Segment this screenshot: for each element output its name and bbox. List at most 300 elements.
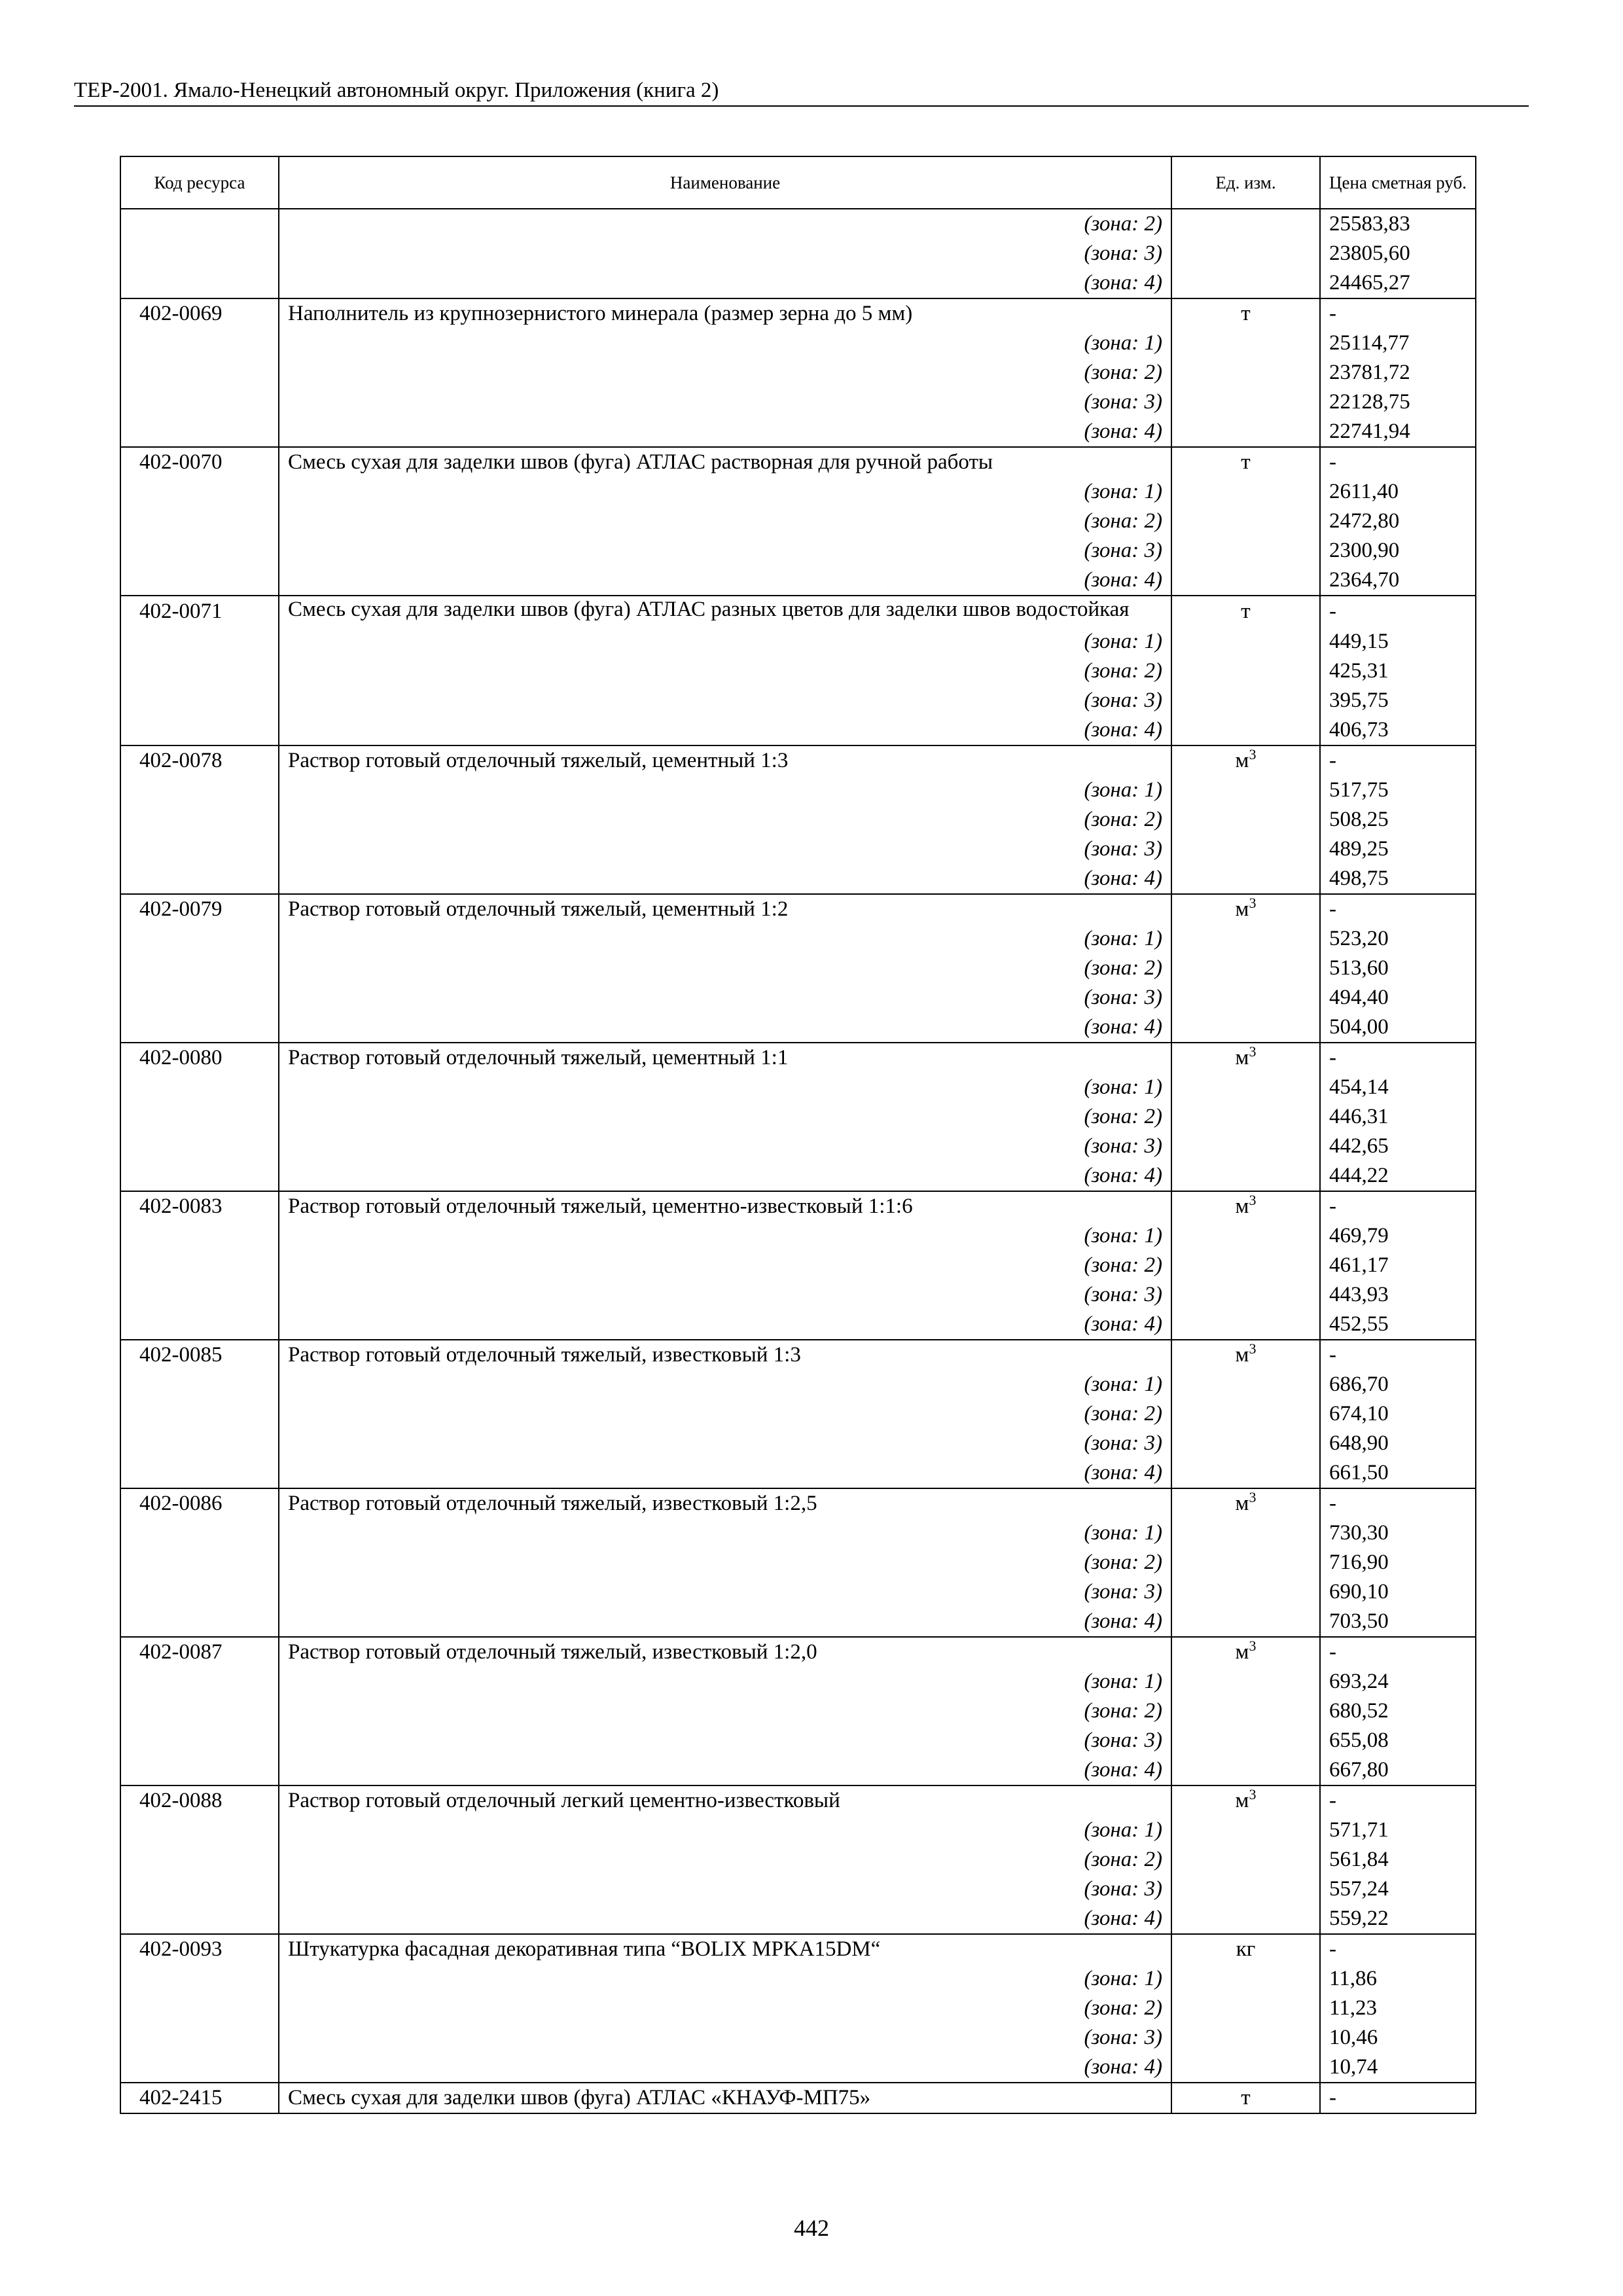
resource-code: 402-0078 [120, 745, 279, 776]
zone-label: (зона: 3) [279, 1132, 1171, 1161]
zone-price: 469,79 [1320, 1221, 1476, 1251]
zone-row [120, 1073, 1476, 1102]
resource-unit [1171, 1191, 1320, 1221]
resource-name: Штукатурка фасадная декоративная типа “BOLIX MPKA15DM“ [279, 1934, 1171, 1964]
resource-code-cell [120, 477, 279, 507]
zone-row [120, 1696, 1476, 1726]
resource-code-cell [120, 1221, 279, 1251]
unit-cell [1171, 1310, 1320, 1340]
resource-price-table [120, 156, 1476, 2114]
resource-code-cell [120, 776, 279, 805]
resource-name: Смесь сухая для заделки швов (фуга) АТЛАС разных цветов для заделки швов водостойкая [279, 596, 1171, 627]
zone-label: (зона: 2) [279, 1845, 1171, 1874]
resource-row [120, 1785, 1476, 1816]
resource-code-cell [120, 507, 279, 536]
zone-price: 494,40 [1320, 983, 1476, 1013]
resource-row [120, 1043, 1476, 1073]
resource-code-cell [120, 805, 279, 834]
resource-unit [1171, 1934, 1320, 1964]
zone-price: 449,15 [1320, 627, 1476, 656]
zone-price: 2364,70 [1320, 565, 1476, 596]
resource-price: - [1320, 1934, 1476, 1964]
zone-label: (зона: 2) [279, 209, 1171, 239]
zone-label: (зона: 2) [279, 1399, 1171, 1429]
zone-label: (зона: 3) [279, 1429, 1171, 1458]
header-rule [74, 105, 1529, 107]
zone-label: (зона: 4) [279, 1755, 1171, 1785]
unit-cell [1171, 1013, 1320, 1043]
zone-label: (зона: 2) [279, 656, 1171, 686]
unit-cell [1171, 776, 1320, 805]
unit-cell [1171, 1904, 1320, 1934]
resource-name: Раствор готовый отделочный тяжелый, известковый 1:2,5 [279, 1488, 1171, 1518]
unit-cell [1171, 983, 1320, 1013]
resource-unit [1171, 2083, 1320, 2113]
resource-price: - [1320, 894, 1476, 924]
resource-price: - [1320, 1043, 1476, 1073]
zone-row [120, 387, 1476, 417]
zone-price: 680,52 [1320, 1696, 1476, 1726]
unit-cell [1171, 1221, 1320, 1251]
resource-unit [1171, 1340, 1320, 1370]
zone-row [120, 239, 1476, 268]
resource-code-cell [120, 329, 279, 358]
zone-row [120, 2053, 1476, 2083]
resource-code-cell [120, 1667, 279, 1696]
unit-cell [1171, 924, 1320, 954]
resource-unit [1171, 596, 1320, 627]
zone-row [120, 1161, 1476, 1191]
zone-price: 690,10 [1320, 1577, 1476, 1607]
zone-label: (зона: 4) [279, 1458, 1171, 1488]
resource-code-cell [120, 1073, 279, 1102]
unit-cell [1171, 417, 1320, 447]
zone-price: 489,25 [1320, 834, 1476, 864]
zone-price: 674,10 [1320, 1399, 1476, 1429]
unit-cell [1171, 954, 1320, 983]
page-header-title: ТЕР-2001. Ямало-Ненецкий автономный округ. Приложения (книга 2) [74, 79, 719, 102]
zone-label: (зона: 3) [279, 983, 1171, 1013]
zone-row [120, 715, 1476, 745]
zone-price: 452,55 [1320, 1310, 1476, 1340]
zone-row [120, 209, 1476, 239]
zone-price: 508,25 [1320, 805, 1476, 834]
zone-price: 693,24 [1320, 1667, 1476, 1696]
zone-label: (зона: 4) [279, 715, 1171, 745]
resource-code-cell [120, 1607, 279, 1637]
zone-label: (зона: 1) [279, 1221, 1171, 1251]
zone-row [120, 1874, 1476, 1904]
zone-row [120, 864, 1476, 894]
unit-cell [1171, 1280, 1320, 1310]
zone-row [120, 536, 1476, 565]
resource-unit [1171, 1043, 1320, 1073]
zone-row [120, 1518, 1476, 1548]
resource-row [120, 298, 1476, 329]
resource-row [120, 745, 1476, 776]
resource-row [120, 1488, 1476, 1518]
column-header-unit-label: Ед. изм. [1215, 173, 1276, 192]
resource-code: 402-0069 [120, 298, 279, 329]
unit-cell [1171, 1102, 1320, 1132]
resource-code-cell [120, 656, 279, 686]
zone-label: (зона: 3) [279, 1874, 1171, 1904]
zone-label: (зона: 2) [279, 1102, 1171, 1132]
resource-code: 402-0088 [120, 1785, 279, 1816]
zone-label: (зона: 4) [279, 1161, 1171, 1191]
zone-label: (зона: 2) [279, 805, 1171, 834]
unit-cell [1171, 2053, 1320, 2083]
resource-unit [1171, 298, 1320, 329]
zone-price: 446,31 [1320, 1102, 1476, 1132]
zone-price: 557,24 [1320, 1874, 1476, 1904]
resource-code: 402-0093 [120, 1934, 279, 1964]
resource-name: Наполнитель из крупнозернистого минерала (размер зерна до 5 мм) [279, 298, 1171, 329]
resource-unit [1171, 1488, 1320, 1518]
resource-code-cell [120, 954, 279, 983]
unit-label: м [1235, 1789, 1249, 1812]
zone-row [120, 1013, 1476, 1043]
resource-code-cell [120, 1399, 279, 1429]
zone-price: 716,90 [1320, 1548, 1476, 1577]
resource-code-cell [120, 627, 279, 656]
zone-price: 11,23 [1320, 1994, 1476, 2023]
column-header-code: Код ресурса [120, 156, 279, 209]
zone-label: (зона: 3) [279, 1577, 1171, 1607]
zone-row [120, 565, 1476, 596]
zone-price: 23805,60 [1320, 239, 1476, 268]
zone-label: (зона: 1) [279, 627, 1171, 656]
resource-price: - [1320, 1637, 1476, 1667]
unit-cell [1171, 1161, 1320, 1191]
unit-cell [1171, 656, 1320, 686]
unit-cell [1171, 1370, 1320, 1399]
resource-name: Раствор готовый отделочный тяжелый, цементно-известковый 1:1:6 [279, 1191, 1171, 1221]
zone-price: 461,17 [1320, 1251, 1476, 1280]
zone-price: 10,74 [1320, 2053, 1476, 2083]
resource-code-cell [120, 536, 279, 565]
resource-code-cell [120, 387, 279, 417]
zone-row [120, 477, 1476, 507]
resource-code-cell [120, 1577, 279, 1607]
resource-code-cell [120, 1874, 279, 1904]
unit-cell [1171, 864, 1320, 894]
unit-cell [1171, 1874, 1320, 1904]
resource-code: 402-2415 [120, 2083, 279, 2113]
resource-code: 402-0086 [120, 1488, 279, 1518]
zone-price: 661,50 [1320, 1458, 1476, 1488]
zone-row [120, 834, 1476, 864]
unit-power: 3 [1249, 1638, 1257, 1654]
zone-label: (зона: 3) [279, 1280, 1171, 1310]
unit-cell [1171, 1607, 1320, 1637]
zone-label: (зона: 4) [279, 1904, 1171, 1934]
zone-label: (зона: 3) [279, 536, 1171, 565]
unit-cell [1171, 1577, 1320, 1607]
resource-code: 402-0071 [120, 596, 279, 627]
resource-code-cell [120, 1013, 279, 1043]
unit-cell [1171, 477, 1320, 507]
resource-code-cell [120, 1845, 279, 1874]
unit-cell [1171, 1458, 1320, 1488]
zone-label: (зона: 4) [279, 1607, 1171, 1637]
resource-code-cell [120, 1370, 279, 1399]
resource-name: Смесь сухая для заделки швов (фуга) АТЛАС «КНАУФ-МП75» [279, 2083, 1171, 2113]
zone-row [120, 656, 1476, 686]
unit-cell [1171, 329, 1320, 358]
resource-code: 402-0079 [120, 894, 279, 924]
unit-cell [1171, 239, 1320, 268]
zone-label: (зона: 4) [279, 1310, 1171, 1340]
zone-row [120, 1964, 1476, 1994]
column-header-price-label: Цена сметная руб. [1329, 173, 1467, 192]
zone-price: 504,00 [1320, 1013, 1476, 1043]
zone-price: 10,46 [1320, 2023, 1476, 2053]
zone-price: 425,31 [1320, 656, 1476, 686]
zone-price: 523,20 [1320, 924, 1476, 954]
unit-power: 3 [1249, 1192, 1257, 1208]
zone-label: (зона: 3) [279, 387, 1171, 417]
resource-code: 402-0083 [120, 1191, 279, 1221]
resource-code-cell [120, 565, 279, 596]
resource-code: 402-0085 [120, 1340, 279, 1370]
zone-price: 24465,27 [1320, 268, 1476, 298]
unit-cell [1171, 1816, 1320, 1845]
zone-label: (зона: 2) [279, 954, 1171, 983]
zone-label: (зона: 1) [279, 776, 1171, 805]
resource-name: Смесь сухая для заделки швов (фуга) АТЛАС растворная для ручной работы [279, 447, 1171, 477]
zone-price: 11,86 [1320, 1964, 1476, 1994]
resource-unit [1171, 745, 1320, 776]
zone-price: 517,75 [1320, 776, 1476, 805]
zone-row [120, 627, 1476, 656]
resource-unit [1171, 894, 1320, 924]
column-header-unit [1171, 156, 1320, 209]
zone-row [120, 924, 1476, 954]
zone-price: 443,93 [1320, 1280, 1476, 1310]
unit-power: 3 [1249, 1340, 1257, 1357]
resource-code-cell [120, 1429, 279, 1458]
resource-price: - [1320, 298, 1476, 329]
unit-cell [1171, 627, 1320, 656]
resource-code-cell [120, 715, 279, 745]
unit-cell [1171, 358, 1320, 387]
unit-cell [1171, 1994, 1320, 2023]
zone-price: 442,65 [1320, 1132, 1476, 1161]
zone-label: (зона: 3) [279, 239, 1171, 268]
resource-code-cell [120, 1161, 279, 1191]
zone-row [120, 1816, 1476, 1845]
zone-price: 667,80 [1320, 1755, 1476, 1785]
unit-cell [1171, 1132, 1320, 1161]
zone-label: (зона: 2) [279, 358, 1171, 387]
zone-label: (зона: 2) [279, 1251, 1171, 1280]
column-header-price [1320, 156, 1476, 209]
resource-row [120, 447, 1476, 477]
zone-price: 571,71 [1320, 1816, 1476, 1845]
zone-row [120, 1458, 1476, 1488]
unit-label: м [1235, 1492, 1249, 1515]
unit-label: м [1235, 1343, 1249, 1367]
unit-label: т [1241, 302, 1251, 325]
zone-label: (зона: 2) [279, 507, 1171, 536]
resource-code-cell [120, 1696, 279, 1726]
resource-unit [1171, 1637, 1320, 1667]
zone-row [120, 1221, 1476, 1251]
zone-label: (зона: 4) [279, 417, 1171, 447]
unit-cell [1171, 1251, 1320, 1280]
zone-label: (зона: 3) [279, 2023, 1171, 2053]
unit-power: 3 [1249, 895, 1257, 911]
zone-row [120, 1280, 1476, 1310]
zone-label: (зона: 1) [279, 1964, 1171, 1994]
unit-cell [1171, 1726, 1320, 1755]
unit-cell [1171, 1755, 1320, 1785]
zone-price: 22128,75 [1320, 387, 1476, 417]
zone-row [120, 1102, 1476, 1132]
unit-label: м [1235, 749, 1249, 772]
unit-label: т [1241, 2086, 1251, 2109]
zone-row [120, 983, 1476, 1013]
zone-row [120, 329, 1476, 358]
resource-code-cell [120, 209, 279, 239]
unit-cell [1171, 1429, 1320, 1458]
resource-name: Раствор готовый отделочный тяжелый, известковый 1:3 [279, 1340, 1171, 1370]
zone-row [120, 1370, 1476, 1399]
resource-price: - [1320, 1340, 1476, 1370]
zone-price: 23781,72 [1320, 358, 1476, 387]
resource-code-cell [120, 1132, 279, 1161]
unit-cell [1171, 2023, 1320, 2053]
zone-row [120, 1132, 1476, 1161]
zone-label: (зона: 4) [279, 1013, 1171, 1043]
resource-price: - [1320, 2083, 1476, 2113]
resource-code-cell [120, 2053, 279, 2083]
zone-label: (зона: 1) [279, 1816, 1171, 1845]
table-body [120, 209, 1476, 2113]
zone-row [120, 1904, 1476, 1934]
zone-label: (зона: 1) [279, 1370, 1171, 1399]
resource-row [120, 1934, 1476, 1964]
zone-price: 395,75 [1320, 686, 1476, 715]
unit-cell [1171, 1518, 1320, 1548]
unit-cell [1171, 507, 1320, 536]
unit-cell [1171, 834, 1320, 864]
zone-row [120, 1399, 1476, 1429]
zone-label: (зона: 1) [279, 1073, 1171, 1102]
resource-price: - [1320, 1191, 1476, 1221]
resource-price: - [1320, 1785, 1476, 1816]
zone-price: 406,73 [1320, 715, 1476, 745]
unit-cell [1171, 1073, 1320, 1102]
resource-code-cell [120, 1518, 279, 1548]
resource-price: - [1320, 1488, 1476, 1518]
zone-label: (зона: 4) [279, 864, 1171, 894]
zone-row [120, 1310, 1476, 1340]
zone-row [120, 358, 1476, 387]
unit-cell [1171, 1667, 1320, 1696]
zone-price: 561,84 [1320, 1845, 1476, 1874]
zone-row [120, 507, 1476, 536]
resource-code-cell [120, 239, 279, 268]
resource-code-cell [120, 1964, 279, 1994]
unit-cell [1171, 565, 1320, 596]
resource-name: Раствор готовый отделочный тяжелый, цементный 1:1 [279, 1043, 1171, 1073]
zone-row [120, 2023, 1476, 2053]
unit-label: т [1241, 450, 1251, 474]
zone-row [120, 776, 1476, 805]
resource-code-cell [120, 1102, 279, 1132]
resource-code-cell [120, 1904, 279, 1934]
resource-price: - [1320, 447, 1476, 477]
unit-cell [1171, 1845, 1320, 1874]
zone-price: 2611,40 [1320, 477, 1476, 507]
unit-cell [1171, 1964, 1320, 1994]
column-header-name: Наименование [279, 156, 1171, 209]
zone-row [120, 686, 1476, 715]
zone-row [120, 417, 1476, 447]
page-number: 442 [794, 2215, 829, 2241]
zone-price: 25583,83 [1320, 209, 1476, 239]
zone-label: (зона: 1) [279, 924, 1171, 954]
unit-cell [1171, 805, 1320, 834]
resource-price: - [1320, 596, 1476, 627]
zone-row [120, 954, 1476, 983]
resource-code-cell [120, 268, 279, 298]
resource-name: Раствор готовый отделочный тяжелый, цементный 1:2 [279, 894, 1171, 924]
zone-label: (зона: 4) [279, 565, 1171, 596]
resource-code-cell [120, 1280, 279, 1310]
zone-label: (зона: 1) [279, 329, 1171, 358]
zone-row [120, 1607, 1476, 1637]
zone-label: (зона: 1) [279, 477, 1171, 507]
unit-power: 3 [1249, 1043, 1257, 1060]
resource-code-cell [120, 2023, 279, 2053]
zone-label: (зона: 1) [279, 1518, 1171, 1548]
unit-label: м [1235, 1194, 1249, 1218]
zone-price: 454,14 [1320, 1073, 1476, 1102]
resource-code-cell [120, 1310, 279, 1340]
resource-code-cell [120, 686, 279, 715]
resource-name: Раствор готовый отделочный тяжелый, известковый 1:2,0 [279, 1637, 1171, 1667]
zone-price: 648,90 [1320, 1429, 1476, 1458]
zone-label: (зона: 3) [279, 1726, 1171, 1755]
zone-price: 730,30 [1320, 1518, 1476, 1548]
zone-row [120, 1548, 1476, 1577]
zone-row [120, 268, 1476, 298]
unit-cell [1171, 686, 1320, 715]
zone-label: (зона: 2) [279, 1548, 1171, 1577]
unit-cell [1171, 536, 1320, 565]
resource-code-cell [120, 1994, 279, 2023]
zone-label: (зона: 3) [279, 834, 1171, 864]
resource-code-cell [120, 834, 279, 864]
zone-row [120, 1667, 1476, 1696]
unit-label: м [1235, 897, 1249, 921]
zone-row [120, 1755, 1476, 1785]
unit-cell [1171, 715, 1320, 745]
zone-label: (зона: 3) [279, 686, 1171, 715]
table-header-row [120, 156, 1476, 209]
resource-code-cell [120, 864, 279, 894]
resource-code-cell [120, 1816, 279, 1845]
resource-code-cell [120, 1726, 279, 1755]
unit-cell [1171, 1548, 1320, 1577]
resource-name: Раствор готовый отделочный легкий цементно-известковый [279, 1785, 1171, 1816]
resource-name: Раствор готовый отделочный тяжелый, цементный 1:3 [279, 745, 1171, 776]
resource-code: 402-0070 [120, 447, 279, 477]
resource-code-cell [120, 1251, 279, 1280]
